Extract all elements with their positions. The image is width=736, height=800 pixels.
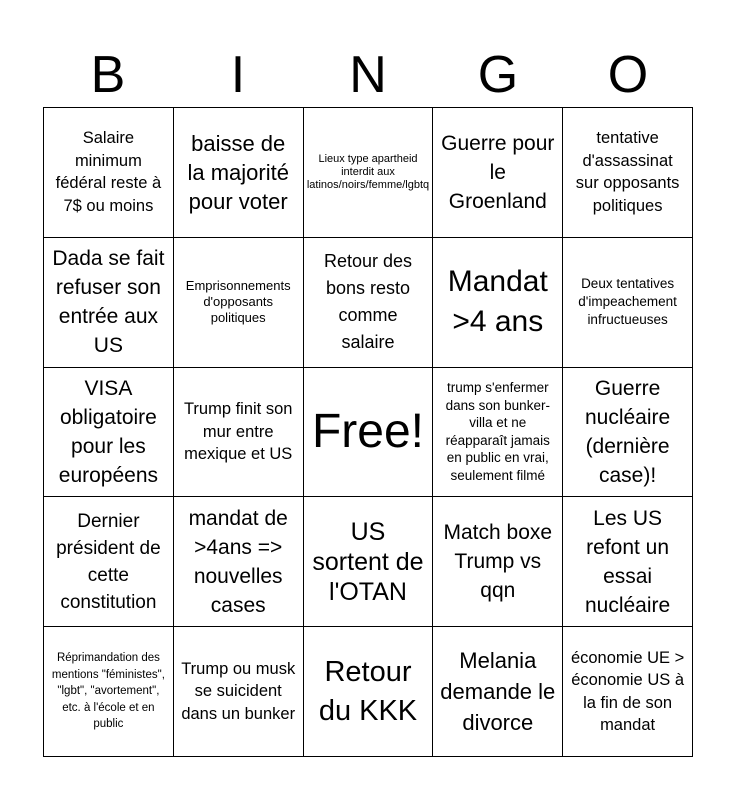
cell-text: Lieux type apartheid interdit aux latinos/noirs/femme/lgbtq xyxy=(306,152,430,191)
cell-text: VISA obligatoire pour les européens xyxy=(58,376,159,487)
free-space-cell[interactable] xyxy=(304,368,434,498)
bingo-cell[interactable] xyxy=(304,627,434,757)
cell-text: Trump ou musk se suicident dans un bunker xyxy=(181,659,296,723)
cell-text: Dada se fait refuser son entrée aux US xyxy=(52,247,165,358)
bingo-cell[interactable] xyxy=(433,238,563,368)
bingo-cell[interactable] xyxy=(304,238,434,368)
free-space-text: Free! xyxy=(311,404,424,458)
bingo-cell[interactable] xyxy=(433,368,563,498)
cell-text: Match boxe Trump vs qqn xyxy=(443,521,553,603)
bingo-cell[interactable] xyxy=(44,497,174,627)
cell-text: Dernier président de cette constitution xyxy=(56,510,161,613)
bingo-cell[interactable] xyxy=(433,108,563,238)
bingo-cell[interactable] xyxy=(304,497,434,627)
cell-text: Trump finit son mur entre mexique et US xyxy=(183,400,293,464)
bingo-cell[interactable] xyxy=(44,368,174,498)
header-letter-b: B xyxy=(90,46,126,104)
cell-text: économie UE > économie US à la fin de son mandat xyxy=(570,648,685,735)
bingo-cell[interactable] xyxy=(433,497,563,627)
cell-text: Les US refont un essai nucléaire xyxy=(584,506,671,617)
cell-text: Guerre pour le Groenland xyxy=(441,131,555,213)
bingo-cell[interactable] xyxy=(174,238,304,368)
bingo-grid xyxy=(43,107,693,757)
cell-text: mandat de >4ans => nouvelles cases xyxy=(188,506,288,617)
cell-text: US sortent de l'OTAN xyxy=(312,517,424,606)
bingo-cell[interactable] xyxy=(563,238,693,368)
cell-text: Réprimandation des mentions "féministes", "lgbt", "avortement", etc. à l'école et en public xyxy=(51,652,165,731)
cell-text: Guerre nucléaire (dernière case)! xyxy=(584,376,671,487)
bingo-cell[interactable] xyxy=(174,497,304,627)
bingo-cell[interactable] xyxy=(563,368,693,498)
bingo-cell[interactable] xyxy=(44,108,174,238)
cell-text: Deux tentatives d'impeachement infructueuses xyxy=(578,276,677,328)
header-letter-g: G xyxy=(477,46,519,104)
bingo-cell[interactable] xyxy=(563,108,693,238)
bingo-cell[interactable] xyxy=(304,108,434,238)
bingo-cell[interactable] xyxy=(563,497,693,627)
cell-text: Retour des bons resto comme salaire xyxy=(323,251,413,353)
cell-text: Emprisonnements d'opposants politiques xyxy=(185,278,291,326)
header-letter-i: I xyxy=(230,46,246,104)
cell-text: Mandat >4 ans xyxy=(447,265,548,339)
cell-text: trump s'enfermer dans son bunker-villa et ne réapparaît jamais en public en vrai, seulement filmé xyxy=(445,380,550,483)
bingo-cell[interactable] xyxy=(44,627,174,757)
bingo-cell[interactable] xyxy=(174,108,304,238)
bingo-cell[interactable] xyxy=(174,627,304,757)
cell-text: tentative d'assassinat sur opposants politiques xyxy=(575,129,680,215)
cell-text: Melania demande le divorce xyxy=(440,648,556,736)
bingo-cell[interactable] xyxy=(433,627,563,757)
header-letter-n: N xyxy=(349,46,387,104)
cell-text: Salaire minimum fédéral reste à 7$ ou moins xyxy=(55,129,162,215)
cell-text: Retour du KKK xyxy=(318,655,418,727)
header-letter-o: O xyxy=(607,46,649,104)
bingo-header xyxy=(43,45,693,105)
bingo-cell[interactable] xyxy=(44,238,174,368)
cell-text: baisse de la majorité pour voter xyxy=(187,130,289,214)
bingo-cell[interactable] xyxy=(563,627,693,757)
bingo-cell[interactable] xyxy=(174,368,304,498)
